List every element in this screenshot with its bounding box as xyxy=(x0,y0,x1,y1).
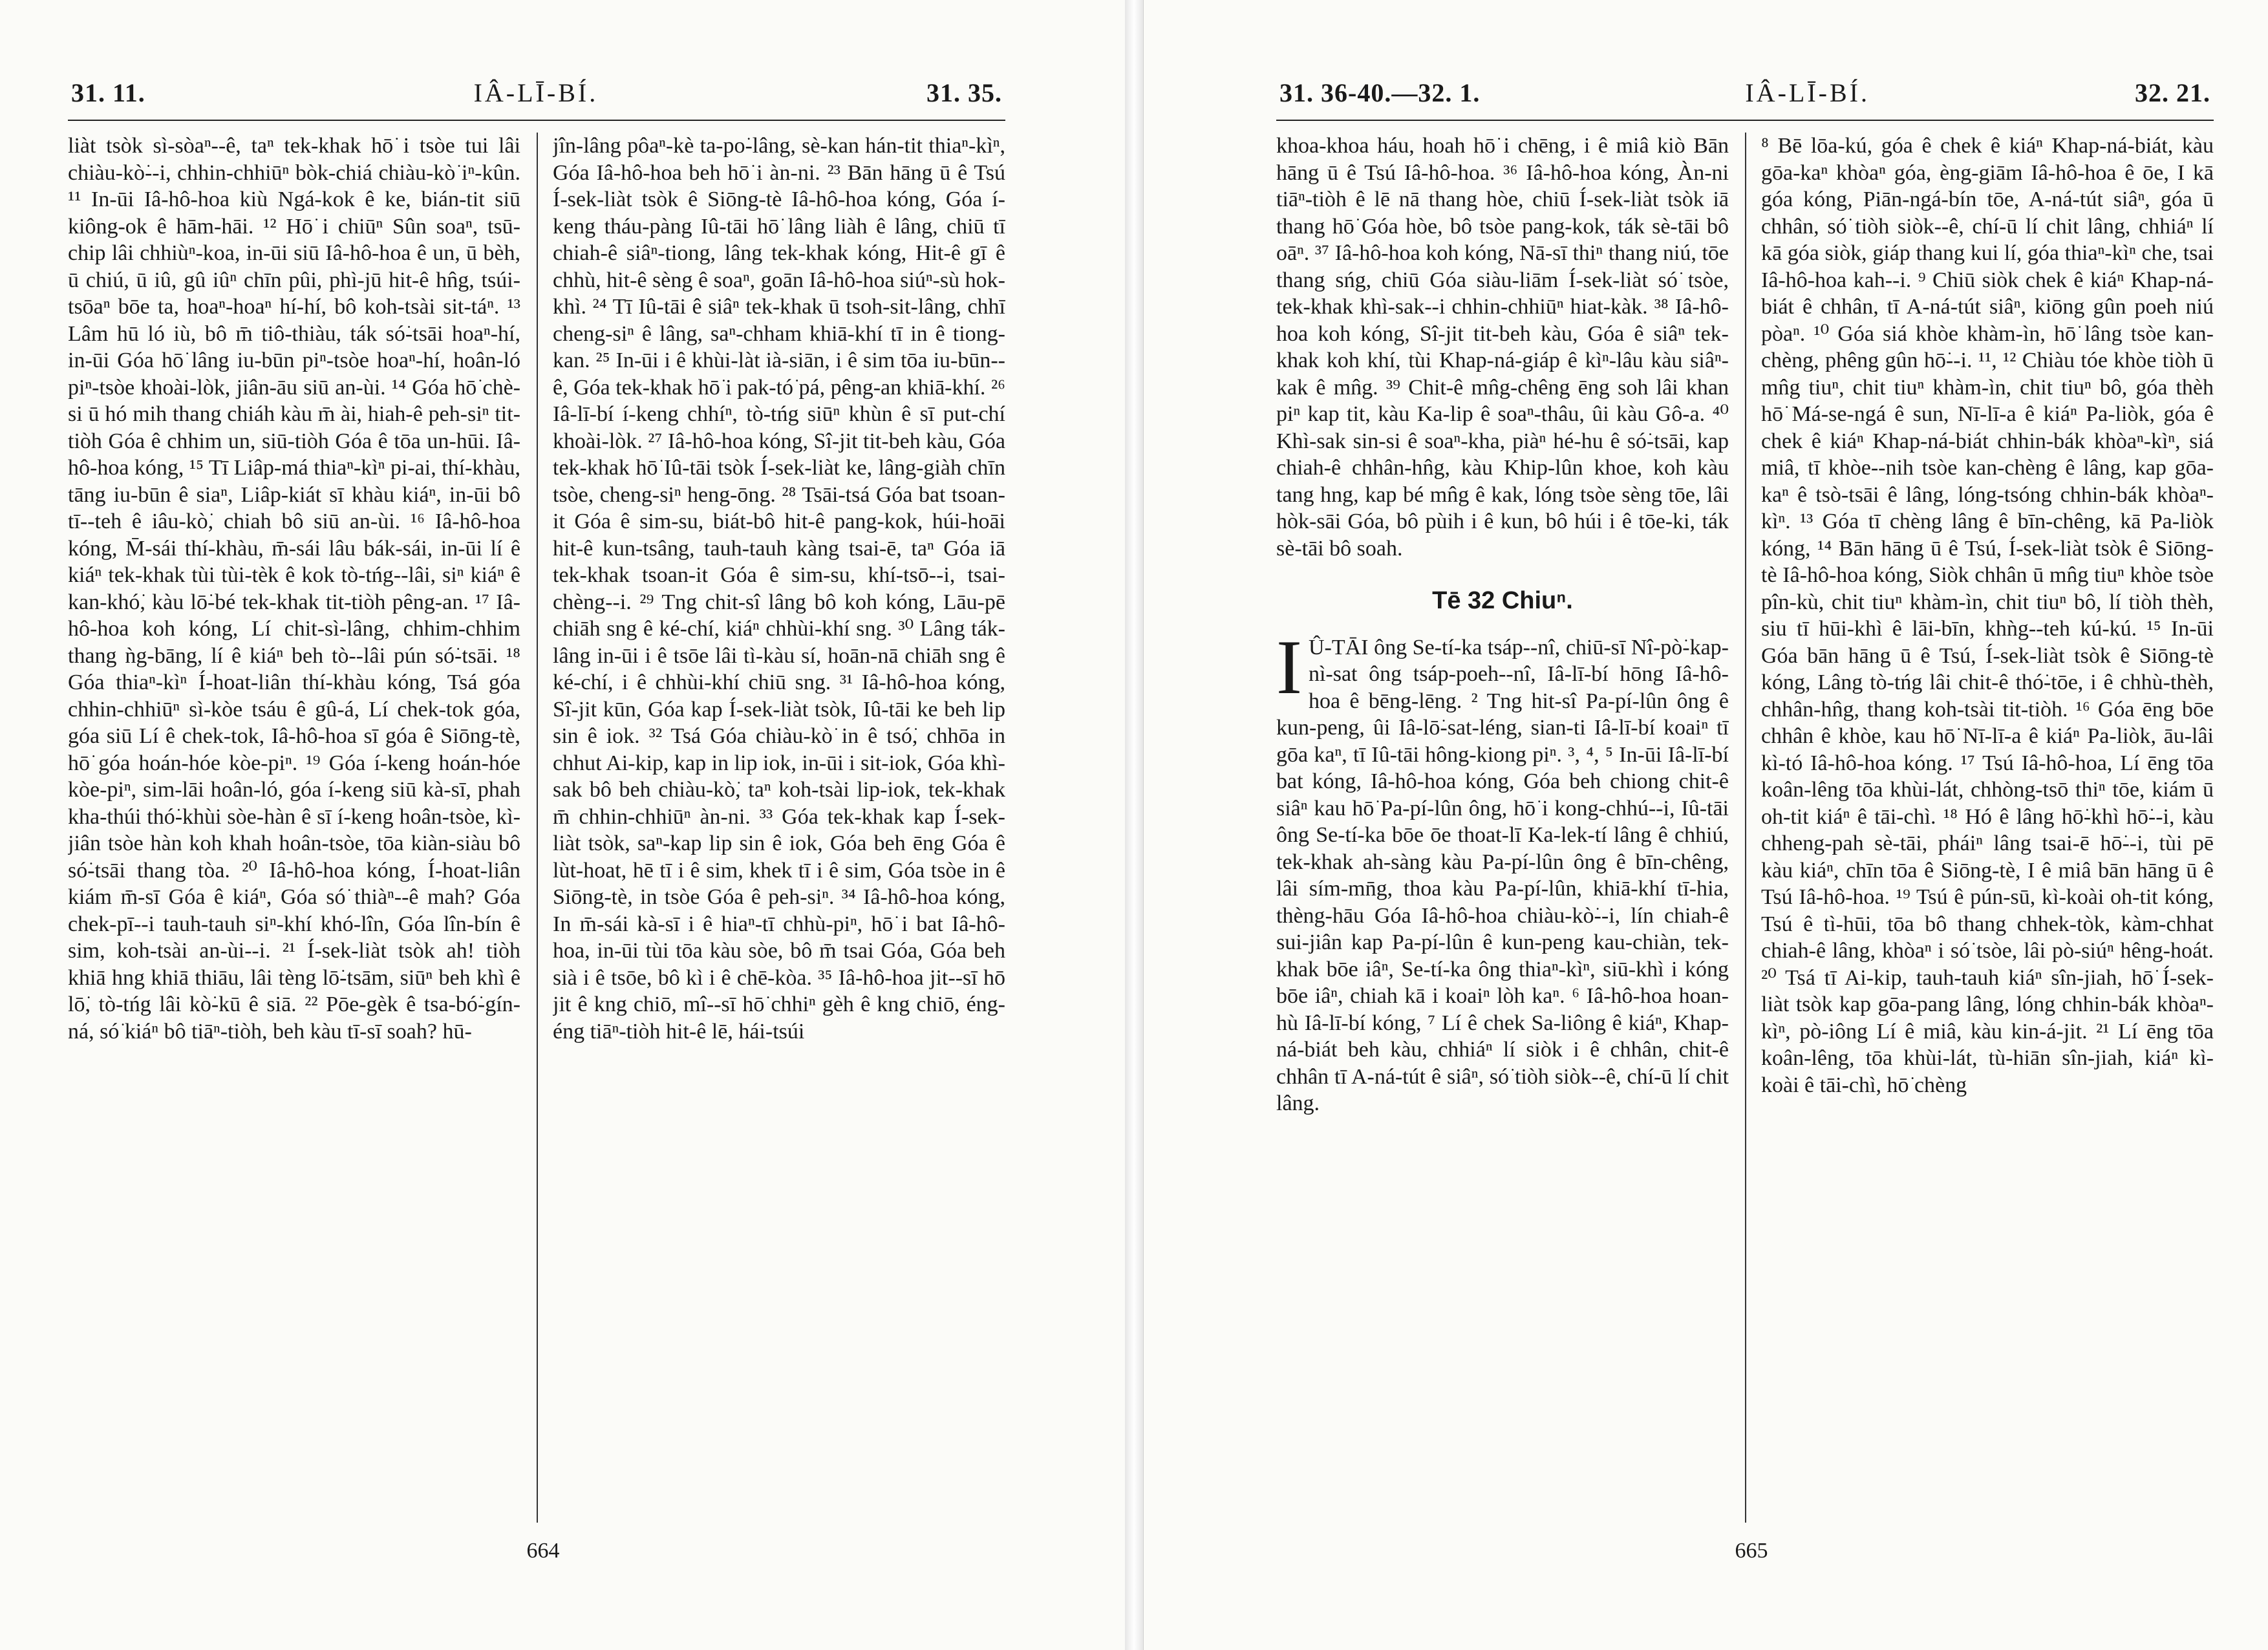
right-page xyxy=(1143,0,2268,1650)
left-page xyxy=(0,0,1126,1650)
header-book-title: IÂ-LĪ-BÍ. xyxy=(1745,78,1870,107)
text-column-left xyxy=(68,133,520,1523)
header-right-reference: 31. 35. xyxy=(926,78,1002,107)
chapter-opening-text: Û-TĀI ông Se-tí-ka tsáp--nî, chiū-sī Nî-pò͘-kap-nì-sat ông tsáp-poeh--nî, Iâ-lī-bí hōng Iâ-hô-hoa ê bēng-lēng. ² Tng hit-sî Pa-pí-lûn ông ê kun-peng, ûi Iâ-lō͘-sat-léng, sian-ti Iâ-lī-bí koaiⁿ tī gōa kaⁿ, tī Iû-tāi hông-kiong piⁿ. ³, ⁴, ⁵ In-ūi Iâ-lī-bí bat kóng, Iâ-hô-hoa kóng, Góa beh chiong chit-ê siâⁿ kau hō͘ Pa-pí-lûn ông, hō͘ i kong-chhú--i, Iû-tāi ông Se-tí-ka bōe ōe thoat-lī Ka-lek-tí lâng ê chhiú, tek-khak ah-sàng kàu Pa-pí-lûn ông ê bīn-chêng, lâi sím-mn̄g, thoa kàu Pa-pí-lûn, khiā-khí tī-hia, thèng-hāu Góa Iâ-hô-hoa chiàu-kò͘--i, lín chiah-ê sui-jiân kap Pa-pí-lûn ê kun-peng kau-chiàn, tek-khak bōe iâⁿ, Se-tí-ka ông thiaⁿ-kìⁿ, siū-khì i kóng bōe iâⁿ, chiah kā i koaiⁿ lòh kaⁿ. ⁶ Iâ-hô-hoa hoan-hù Iâ-lī-bí kóng, ⁷ Lí ê chek Sa-liông ê kiáⁿ, Khap-ná-biát beh kàu, chhiáⁿ lí siòk i ê chhân, chit-ê chhân tī A-ná-tút ê siâⁿ, só͘ tiòh siòk--ê, chí-ū lí chit lâng. xyxy=(1276,635,1729,1115)
header-right-reference: 32. 21. xyxy=(2135,78,2210,107)
column-text: khoa-khoa háu, hoah hō͘ i chēng, i ê miâ kiò Bān hāng ū ê Tsú Iâ-hô-hoa. ³⁶ Iâ-hô-hoa kóng, Àn-ni tiāⁿ-tiòh ê lē nā thang hòe, chiū Í-sek-liàt tsòk iā thang hō͘ Góa hòe, bô tsòe pang-kok, ták sè-tāi bô oāⁿ. ³⁷ Iâ-hô-hoa koh kóng, Nā-sī thiⁿ thang niú, tōe thang sńg, chiū Góa siàu-liām Í-sek-liàt só͘ tsòe, tek-khak khì-sak--i chhin-chhiūⁿ hiat-kàk. ³⁸ Iâ-hô-hoa koh kóng, Sî-jit tit-beh kàu, Góa ê siâⁿ tek-khak koh khí, tùi Khap-ná-giáp ê kìⁿ-lâu kàu siâⁿ-kak ê mn̂g. ³⁹ Chit-ê mn̂g-chêng ēng soh lâi khan piⁿ kap tit, kàu Ka-lip ê soaⁿ-thâu, ûi kàu Gô-a. ⁴⁰ Khì-sak sin-si ê soaⁿ-kha, piàⁿ hé-hu ê só͘-tsāi, kap chiah-ê chhân-hn̂g, kàu Khip-lûn khoe, koh kàu tang hng, kap bé mn̂g ê kak, lóng tsòe sèng tōe, lâi hòk-sāi Góa, bô pùih i ê kun, bô húi i ê tōe-ki, ták sè-tāi bô soah. xyxy=(1276,134,1729,561)
drop-cap-letter: I xyxy=(1276,623,1302,710)
book-gutter xyxy=(1125,0,1143,1650)
header-left-reference: 31. 36-40.—32. 1. xyxy=(1279,78,1481,107)
header-rule xyxy=(68,120,1005,121)
column-text: liàt tsòk sì-sòaⁿ--ê, taⁿ tek-khak hō͘ i tsòe tui lâi chiàu-kò͘--i, chhin-chhiūⁿ bòk-chiá chiàu-kò͘ iⁿ-kûn. ¹¹ In-ūi Iâ-hô-hoa kiù Ngá-kok ê ke, bián-tit siū kiông-ok ê hām-hāi. ¹² Hō͘ i chiūⁿ Sûn soaⁿ, tsū-chip lâi chhiùⁿ-koa, in-ūi siū Iâ-hô-hoa ê un, ū bèh, ū chiú, ū iû, gû iûⁿ chīn pûi, phì-jū hit-ê hn̂g, tsúi-tsōaⁿ bōe ta, hoaⁿ-hoaⁿ hí-hí, bô koh-tsài sit-táⁿ. ¹³ Lâm hū ló iù, bô m̄ tiô-thiàu, ták só͘-tsāi hoaⁿ-hí, in-ūi Góa hō͘ lâng iu-būn piⁿ-tsòe hoaⁿ-hí, hoân-ló piⁿ-tsòe khoài-lòk, jiân-āu siū an-ùi. ¹⁴ Góa hō͘ chè-si ū hó mih thang chiáh kàu m̄ ài, hiah-ê peh-siⁿ tit-tiòh Góa ê chhim un, siū-tiòh Góa ê tōa un-hūi. Iâ-hô-hoa kóng, ¹⁵ Tī Liâp-má thiaⁿ-kìⁿ pi-ai, thí-khàu, tāng iu-būn ê siaⁿ, Liâp-kiát sī khàu kiáⁿ, in-ūi bô tī--teh ê iâu-kò͘, chiah bô siū an-ùi. ¹⁶ Iâ-hô-hoa kóng, M̄-sái thí-khàu, m̄-sái lâu bák-sái, in-ūi lí ê kiáⁿ tek-khak tùi tùi-tèk ê kok tò-tńg--lâi, siⁿ kiáⁿ ê kan-khó͘, kàu lō͘-bé tek-khak tit-tiòh pêng-an. ¹⁷ Iâ-hô-hoa koh kóng, Lí chit-sì-lâng, chhim-chhim thang ǹg-bāng, lí ê kiáⁿ beh tò--lâi pún só͘-tsāi. ¹⁸ Góa thiaⁿ-kìⁿ Í-hoat-liân thí-khàu kóng, Tsá góa chhin-chhiūⁿ sì-kòe tsáu ê gû-á, Lí chek-tok góa, góa siū Lí ê chek-tok, Iâ-hô-hoa sī góa ê Siōng-tè, hō͘ góa hoán-hóe kòe-piⁿ. ¹⁹ Góa í-keng hoán-hóe kòe-piⁿ, sim-lāi hoân-ló, góa í-keng siū kà-sī, phah kha-thúi thó͘-khùi sòe-hàn ê sī í-keng hoân-tsòe, kì-jiân tsòe hàn koh khah hoân-tsòe, tōa kiàn-siàu bô só͘-tsāi thang tòa. ²⁰ Iâ-hô-hoa kóng, Í-hoat-liân kiám m̄-sī Góa ê kiáⁿ, Góa só͘ thiàⁿ--ê mah? Góa chek-pī--i tauh-tauh siⁿ-khí khó-lîn, Góa lîn-bín ê sim, koh-tsài an-ùi--i. ²¹ Í-sek-liàt tsòk ah! tiòh khiā hng khiā thiāu, lâi tèng lō͘-tsām, siūⁿ beh khì ê lō͘, tò-tńg lâi kò͘-kū ê siā. ²² Pōe-gèk ê tsa-bó͘-gín-ná, só͘ kiáⁿ bô tiāⁿ-tiòh, beh kàu tī-sī soah? hū- xyxy=(68,134,520,1044)
chapter-heading: Tē 32 Chiuⁿ. xyxy=(1432,587,1573,614)
text-column-right xyxy=(553,133,1005,1523)
header-left-reference: 31. 11. xyxy=(71,78,145,107)
column-text: ⁸ Bē lōa-kú, góa ê chek ê kiáⁿ Khap-ná-biát, kàu gōa-kaⁿ khòaⁿ góa, èng-giām Iâ-hô-hoa ê ōe, I kā góa kóng, Piān-ngá-bín tōe, A-ná-tút siâⁿ, góa ū chhân, só͘ tiòh siòk--ê, chí-ū lí chit lâng, chhiáⁿ lí kā góa siòk, giáp thang kui lí, góa thiaⁿ-kìⁿ che, tsai Iâ-hô-hoa kah--i. ⁹ Chiū siòk chek ê kiáⁿ Khap-ná-biát ê chhân, tī A-ná-tút siâⁿ, kiōng gûn poeh niú pòaⁿ. ¹⁰ Góa siá khòe khàm-ìn, hō͘ lâng tsòe kan-chèng, phêng gûn hō͘--i. ¹¹, ¹² Chiàu tóe khòe tiòh ū mn̂g tiuⁿ, chit tiuⁿ khàm-ìn, chit tiuⁿ bô, góa thèh hō͘ Má-se-ngá ê sun, Nī-lī-a ê kiáⁿ Pa-liòk, góa ê chek ê kiáⁿ Khap-ná-biát chhin-bák khòaⁿ-kìⁿ, siá miâ, tī khòe--nih tsòe kan-chèng ê lâng, kap gōa-kaⁿ ê tsò-tsāi ê lâng, lóng-tsóng chhin-bák khòaⁿ-kìⁿ. ¹³ Góa tī chèng lâng ê bīn-chêng, kā Pa-liòk kóng, ¹⁴ Bān hāng ū ê Tsú, Í-sek-liàt tsòk ê Siōng-tè Iâ-hô-hoa kóng, Siòk chhân ū mn̂g tiuⁿ khòe tsòe pîn-kù, chit tiuⁿ khàm-ìn, chit tiuⁿ bô, lí tiòh thèh, siu tī hūi-khì ê lāi-bīn, khǹg--teh kú-kú. ¹⁵ In-ūi Góa bān hāng ū ê Tsú, Í-sek-liàt tsòk ê Siōng-tè kóng, Lâng tò-tńg lâi chit-ê thó͘-tōe, i ê chhù-thèh, chhân-hn̂g, thang koh-tsài tit-tiòh. ¹⁶ Góa ēng bōe chhân ê khòe, kau hō͘ Nī-lī-a ê kiáⁿ Pa-liòk, āu-lâi kì-tó Iâ-hô-hoa kóng. ¹⁷ Tsú Iâ-hô-hoa, Lí ēng tōa koân-lêng tōa khùi-lát, chhòng-tsō thiⁿ tōe, kiám ū oh-tit kiáⁿ ê tāi-chì. ¹⁸ Hó ê lâng hō͘-khì hō͘--i, kàu chheng-pah sè-tāi, pháiⁿ lâng tsai-ē hō͘--i, tùi pē kàu kiáⁿ, chīn tōa ê Siōng-tè, I ê miâ bān hāng ū ê Tsú Iâ-hô-hoa. ¹⁹ Tsú ê pún-sū, kì-koài oh-tit kóng, Tsú ê tì-hūi, tōa bô thang chhek-tòk, kàm-chhat chiah-ê lâng, khòaⁿ i só͘ tsòe, lâi pò-siúⁿ hêng-hoát. ²⁰ Tsá tī Ai-kip, tauh-tauh kiáⁿ sîn-jiah, hō͘ Í-sek-liàt tsòk kap gōa-pang lâng, lóng chhin-bák khòaⁿ-kìⁿ, pò-iông Lí ê miâ, kàu kin-á-jit. ²¹ Lí ēng tōa koân-lêng, tōa khùi-lát, tù-hiān sîn-jiah, kiáⁿ kì-koài ê tāi-chì, hō͘ chèng xyxy=(1761,134,2214,1097)
page-header xyxy=(71,78,1002,116)
text-column-left xyxy=(1276,133,1729,1523)
chapter-opening-paragraph xyxy=(1276,623,1729,1117)
text-column-right xyxy=(1761,133,2214,1523)
page-number: 664 xyxy=(526,1539,560,1563)
page-number: 665 xyxy=(1735,1539,1768,1563)
column-text: jîn-lâng pôaⁿ-kè ta-po͘-lâng, sè-kan hán-tit thiaⁿ-kìⁿ, Góa Iâ-hô-hoa beh hō͘ i àn-ni. ²³ Bān hāng ū ê Tsú Í-sek-liàt tsòk ê Siōng-tè Iâ-hô-hoa kóng, Góa í-keng tháu-pàng Iû-tāi hō͘ lâng liàh ê lâng, chiū tī chiah-ê siâⁿ-tiong, lâng tek-khak kóng, Hit-ê gī ê chhù, hit-ê sèng ê soaⁿ, goān Iâ-hô-hoa siúⁿ-sù hok-khì. ²⁴ Tī Iû-tāi ê siâⁿ tek-khak ū tsoh-sit-lâng, chhī cheng-siⁿ ê lâng, saⁿ-chham khiā-khí tī in ê tiong-kan. ²⁵ In-ūi i ê khùi-làt ià-siān, i ê sim tōa iu-būn--ê, Góa tek-khak hō͘ i pak-tó͘ pá, pêng-an khiā-khí. ²⁶ Iâ-lī-bí í-keng chhíⁿ, tò-tńg siūⁿ khùn ê sī put-chí khoài-lòk. ²⁷ Iâ-hô-hoa kóng, Sî-jit tit-beh kàu, Góa tek-khak hō͘ Iû-tāi tsòk Í-sek-liàt ke, lâng-giàh chīn tsòe, cheng-siⁿ heng-ōng. ²⁸ Tsāi-tsá Góa bat tsoan-it Góa ê sim-su, biát-bô hit-ê pang-kok, húi-hoāi hit-ê kun-tsâng, tauh-tauh kàng tsai-ē, taⁿ Góa iā tek-khak tsoan-it Góa ê sim-su, khí-tsō--i, tsai-chèng--i. ²⁹ Tng chit-sî lâng bô koh kóng, Lāu-pē chiāh sng ê ké-chí, kiáⁿ chhùi-khí sng. ³⁰ Lâng ták-lâng in-ūi i ê tsōe lâi tì-kàu sí, hoān-nā chiāh sng ê ké-chí, i ê chhùi-khí chiū sng. ³¹ Iâ-hô-hoa kóng, Sî-jit kūn, Góa kap Í-sek-liàt tsòk, Iû-tāi ke beh lip sin ê iok. ³² Tsá Góa chiàu-kò͘ in ê tsó͘, chhōa in chhut Ai-kip, kap in lip iok, in-ūi i sit-iok, Góa khì-sak bô beh chiàu-kò͘, taⁿ koh-tsài lip-iok, tek-khak m̄ chhin-chhiūⁿ àn-ni. ³³ Góa tek-khak kap Í-sek-liàt tsòk, saⁿ-kap lip sin ê iok, Góa beh ēng Góa ê lùt-hoat, hē tī i ê sim, khek tī i ê sim, Góa tsòe in ê Siōng-tè, in tsòe Góa ê peh-siⁿ. ³⁴ Iâ-hô-hoa kóng, In m̄-sái kà-sī i ê hiaⁿ-tī chhù-piⁿ, hō͘ i bat Iâ-hô-hoa, in-ūi tùi tōa kàu sòe, bô m̄ tsai Góa, Góa beh sià i ê tsōe, bô kì i ê chē-kòa. ³⁵ Iâ-hô-hoa jit--sī hō͘ jit ê kng chiō, mî--sī hō͘ chhiⁿ gèh ê kng chiō, éng-éng tiāⁿ-tiòh hit-ê lē, hái-tsúi xyxy=(553,134,1005,1044)
header-book-title: IÂ-LĪ-BÍ. xyxy=(473,78,599,107)
header-rule xyxy=(1276,120,2214,121)
page-header xyxy=(1279,78,2210,116)
column-divider xyxy=(1745,133,1746,1523)
column-divider xyxy=(537,133,538,1523)
